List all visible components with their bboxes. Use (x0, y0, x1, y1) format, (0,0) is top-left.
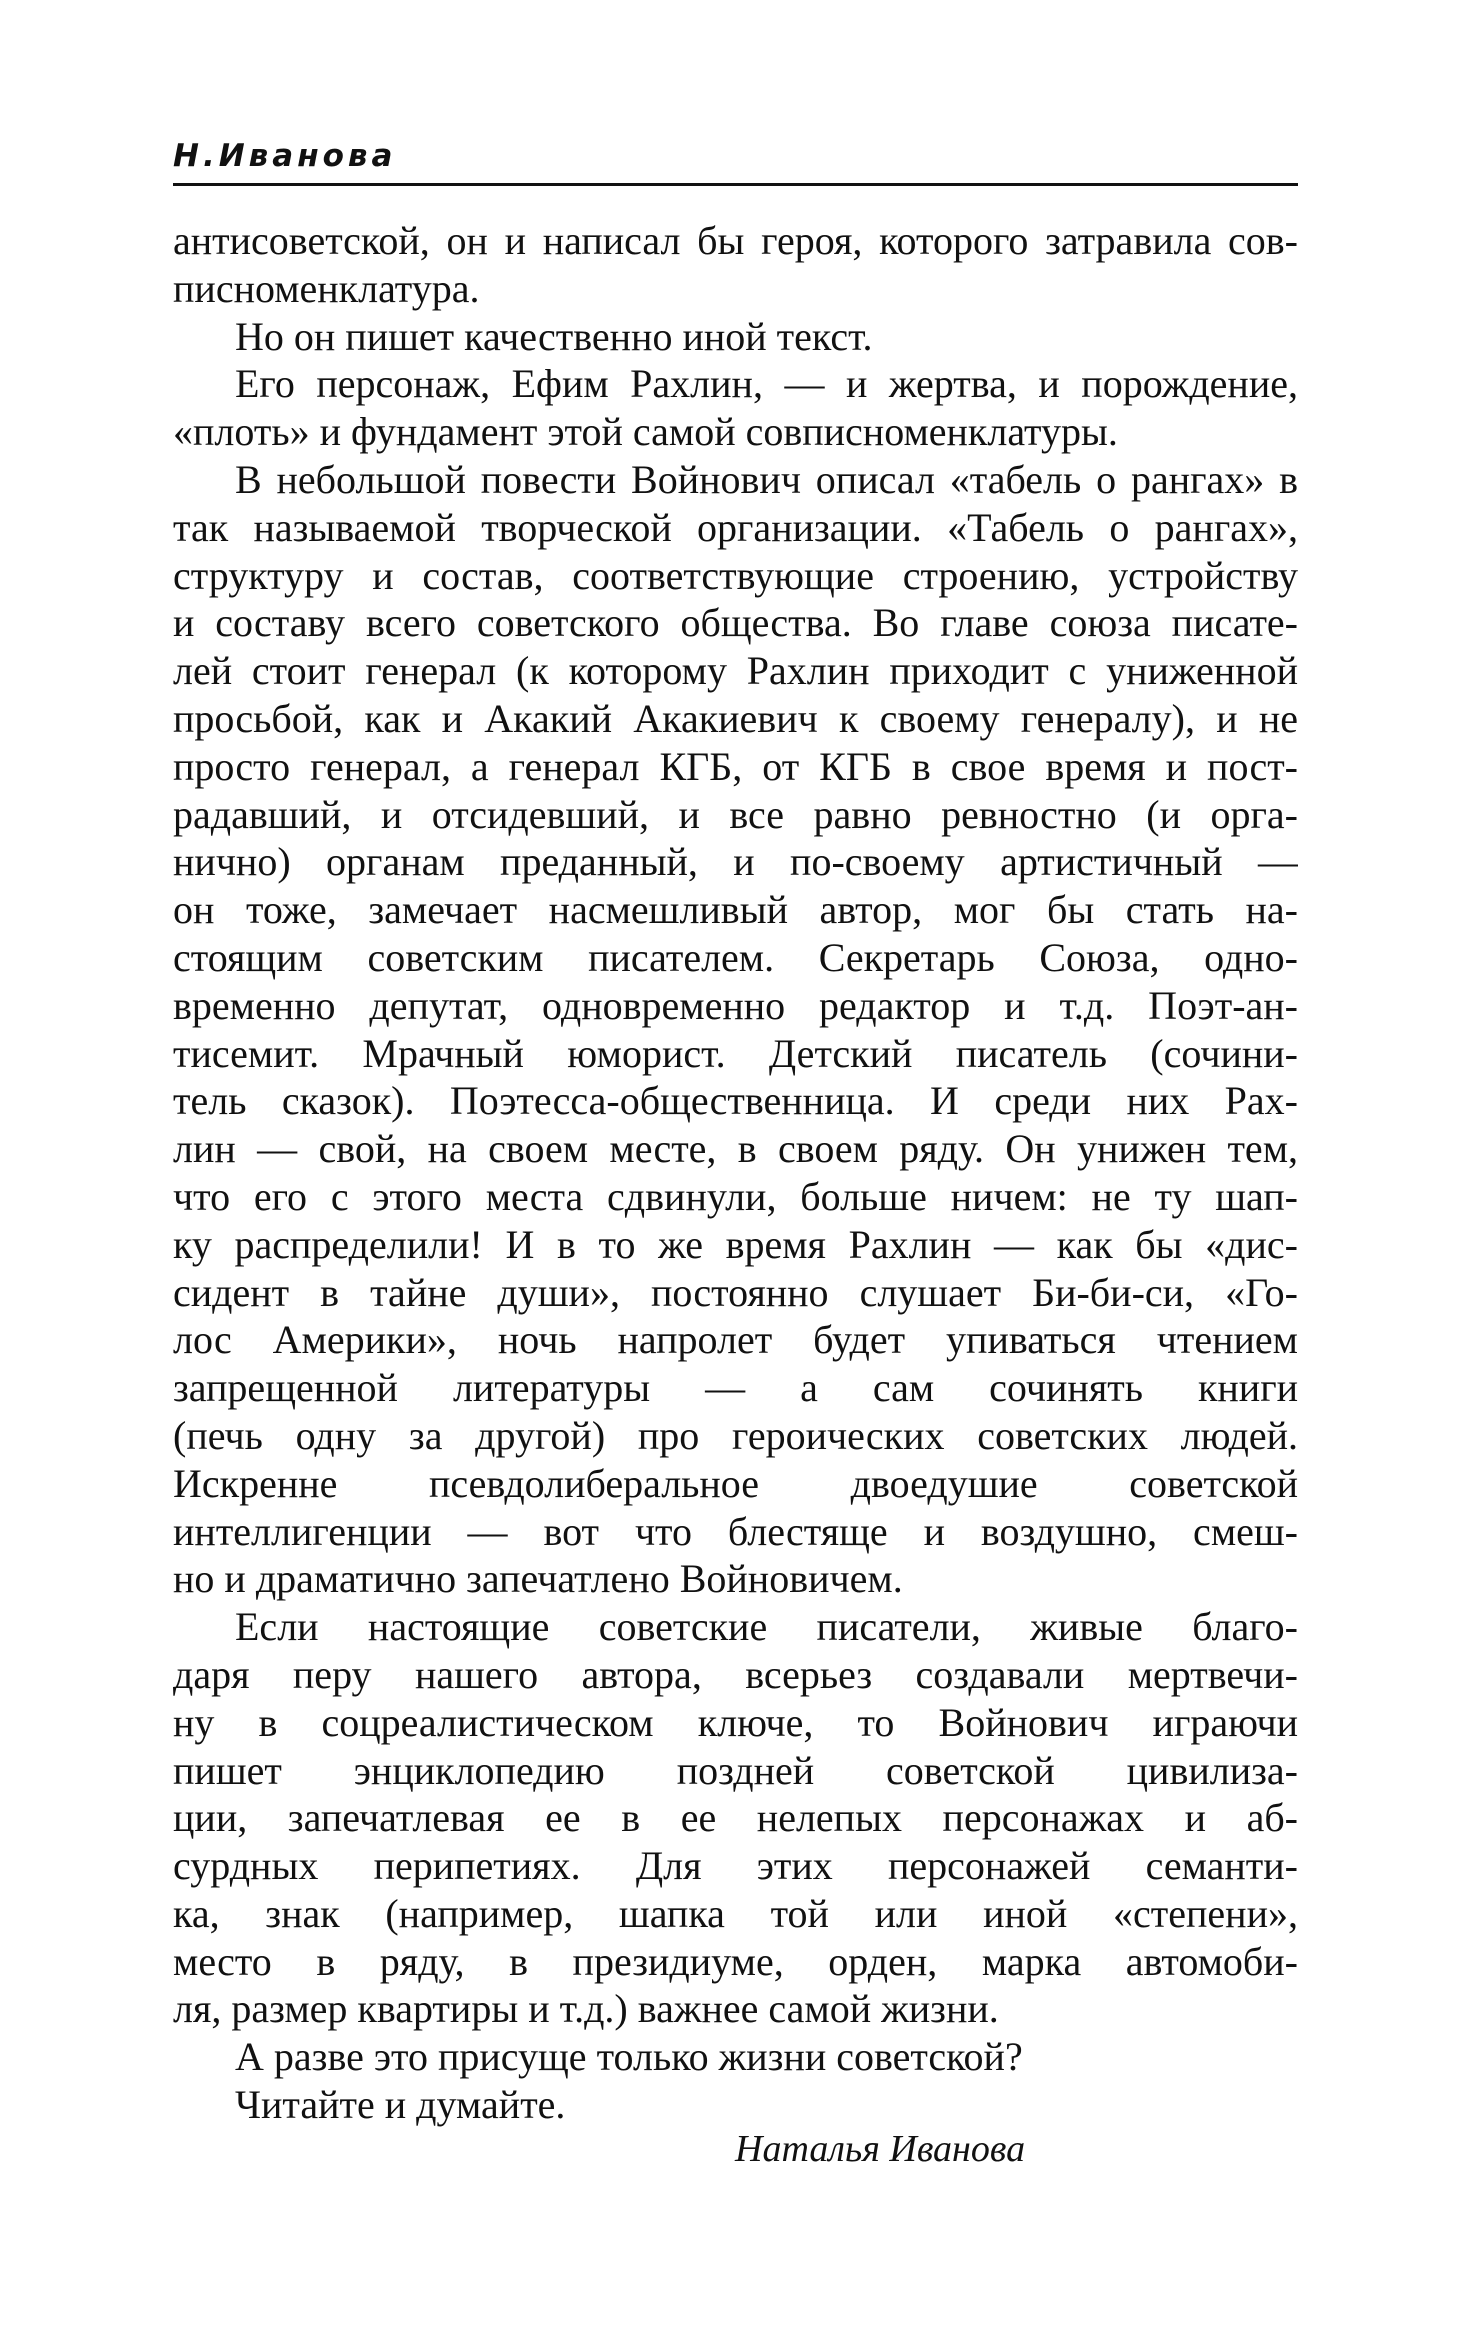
paragraph (173, 360, 1298, 456)
text-line: структуру и состав, соответствующие строению, устройству (173, 552, 1298, 598)
text-line: просто генерал, а генерал КГБ, от КГБ в свое время и пост- (173, 743, 1298, 789)
text-line: антисоветской, он и написал бы героя, которого затравила сов- (173, 218, 1298, 263)
running-head-author: Н.Иванова (173, 138, 397, 174)
text-line: лос Америки», ночь напролет будет упиваться чтением (173, 1317, 1298, 1363)
text-line: сидент в тайне души», постоянно слушает Би-би-си, «Го- (173, 1269, 1298, 1315)
text-line: ну в соцреалистическом ключе, то Войнович играючи (173, 1699, 1298, 1745)
text-line: так называемой творческой организации. «Табель о рангах», (173, 504, 1298, 550)
text-line: тисемит. Мрачный юморист. Детский писатель (сочини- (173, 1030, 1298, 1076)
text-line: «плоть» и фундамент этой самой совписноменклатуры. (173, 409, 1118, 455)
text-line: даря перу нашего автора, всерьез создавали мертвечи- (173, 1651, 1298, 1697)
text-line: (печь одну за другой) про героических советских людей. (173, 1412, 1298, 1458)
text-line: временно депутат, одновременно редактор и т.д. Поэт-ан- (173, 982, 1298, 1028)
text-line: радавший, и отсидевший, и все равно ревностно (и орга- (173, 791, 1298, 837)
body-text (173, 217, 1298, 2129)
author-signature: Наталья Иванова (735, 2128, 1026, 2170)
paragraph (173, 313, 1298, 361)
text-line: Искренне псевдолиберальное двоедушие советской (173, 1460, 1298, 1506)
text-line: интеллигенции — вот что блестяще и воздушно, смеш- (173, 1508, 1298, 1554)
text-line: запрещенной литературы — а сам сочинять книги (173, 1365, 1298, 1411)
text-line: ля, размер квартиры и т.д.) важнее самой жизни. (173, 1986, 999, 2032)
paragraph (173, 456, 1298, 1603)
text-line: ции, запечатлевая ее в ее нелепых персонажах и аб- (173, 1795, 1298, 1841)
text-line: В небольшой повести Войнович описал «табель о рангах» в (235, 456, 1298, 502)
text-line: ка, знак (например, шапка той или иной «степени», (173, 1890, 1298, 1936)
text-line: ку распределили! И в то же время Рахлин — как бы «дис- (173, 1221, 1298, 1267)
text-line: Читайте и думайте. (235, 2082, 566, 2128)
text-line: А разве это присуще только жизни советской? (235, 2034, 1023, 2080)
header-rule (173, 183, 1298, 186)
paragraph (173, 2033, 1298, 2081)
text-line: тель сказок). Поэтесса-общественница. И среди них Рах- (173, 1078, 1298, 1124)
text-line: стоящим советским писателем. Секретарь Союза, одно- (173, 934, 1298, 980)
text-line: нично) органам преданный, и по-своему артистичный — (173, 839, 1298, 885)
text-line: он тоже, замечает насмешливый автор, мог бы стать на- (173, 887, 1298, 933)
text-line: писноменклатура. (173, 265, 480, 311)
text-line: сурдных перипетиях. Для этих персонажей семанти- (173, 1843, 1298, 1889)
text-line: Если настоящие советские писатели, живые благо- (235, 1604, 1298, 1650)
text-line: но и драматично запечатлено Войновичем. (173, 1556, 903, 1602)
text-line: пишет энциклопедию поздней советской цивилиза- (173, 1747, 1298, 1793)
paragraph (173, 217, 1298, 313)
text-line: Его персонаж, Ефим Рахлин, — и жертва, и порождение, (235, 361, 1298, 407)
paragraph (173, 1603, 1298, 2033)
text-line: что его с этого места сдвинули, больше ничем: не ту шап- (173, 1173, 1298, 1219)
text-line: место в ряду, в президиуме, орден, марка автомоби- (173, 1938, 1298, 1984)
text-line: Но он пишет качественно иной текст. (235, 313, 873, 359)
text-line: лин — свой, на своем месте, в своем ряду. Он унижен тем, (173, 1126, 1298, 1172)
text-line: лей стоит генерал (к которому Рахлин приходит с униженной (173, 648, 1298, 694)
text-line: и составу всего советского общества. Во главе союза писате- (173, 600, 1298, 646)
paragraph (173, 2081, 1298, 2129)
text-line: просьбой, как и Акакий Акакиевич к своему генералу), и не (173, 695, 1298, 741)
